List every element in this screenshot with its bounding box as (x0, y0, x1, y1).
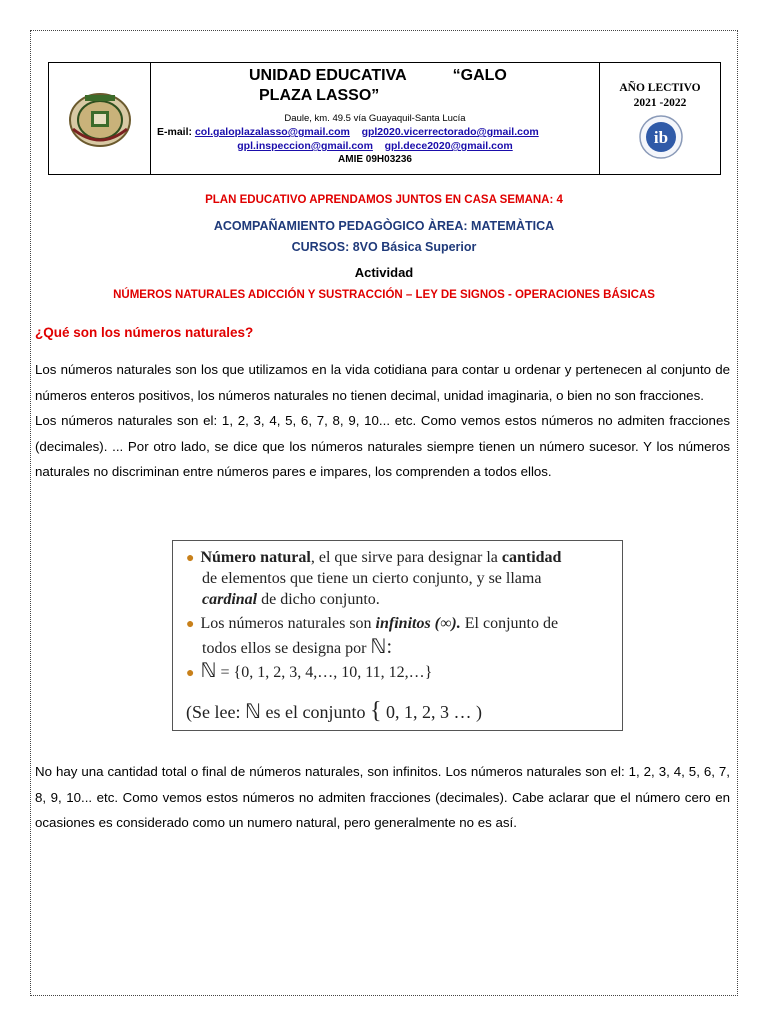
school-year-cell (600, 63, 720, 174)
box-line-1-text: , el que sirve para designar la (310, 549, 502, 566)
email-link-3[interactable]: gpl.inspeccion@gmail.com (237, 140, 373, 152)
subject-heading: NÚMEROS NATURALES ADICCIÓN Y SUSTRACCIÓN – LEY DE SIGNOS - OPERACIONES BÁSICAS (113, 289, 655, 301)
school-year (600, 81, 720, 111)
email-row-2 (151, 140, 599, 152)
box-line-5 (202, 634, 392, 659)
ib-letters: ib (653, 128, 669, 147)
plan-title: PLAN EDUCATIVO APRENDAMOS JUNTOS EN CASA SEMANA: 4 (205, 194, 563, 206)
school-year-value: 2021 -2022 (633, 97, 687, 109)
naturals-symbol: ℕ (244, 701, 261, 723)
box-note-text-a: (Se lee: (186, 702, 245, 722)
box-term-cardinal: cardinal (202, 591, 258, 608)
natural-numbers-definition-box (172, 540, 623, 731)
bullet-icon: ● (186, 666, 195, 681)
box-line-5-text: todos ellos se designa por (202, 640, 371, 657)
box-note-text-c: 0, 1, 2, 3 … ) (381, 702, 483, 722)
school-info-cell (151, 63, 600, 174)
school-logo-cell (49, 63, 151, 174)
box-line-4-text-b: El conjunto de (460, 615, 559, 632)
box-line-1 (186, 549, 561, 567)
bullet-icon: ● (186, 551, 195, 566)
school-name-part1: UNIDAD EDUCATIVA (249, 67, 407, 84)
box-line-4-text-a: Los números naturales son (200, 615, 376, 632)
header-table (48, 62, 721, 175)
bullet-icon: ● (186, 617, 195, 632)
school-address: Daule, km. 49.5 vía Guayaquil-Santa Lucía (284, 113, 466, 124)
school-name-line2: PLAZA LASSO” (259, 87, 380, 104)
box-line-6 (186, 658, 432, 683)
paragraph-2: Los números naturales son el: 1, 2, 3, 4, 5, 6, 7, 8, 9, 10... etc. Como vemos estos números no admiten fracciones (decimales). ... Por otro lado, se dice que los números naturales siempre tienen un número sucesor. Y los números naturales no discriminan entre números pares e impares, los comprenden a todos ellos. (35, 413, 730, 479)
box-note-brace: { (369, 698, 382, 724)
box-line-3-text: de dicho conjunto. (257, 591, 380, 608)
box-line-4 (186, 615, 558, 633)
natural-set-definition: = {0, 1, 2, 3, 4,…, 10, 11, 12,…} (216, 664, 433, 681)
area-title: ACOMPAÑAMIENTO PEDAGÒGICO ÀREA: MATEMÀTICA (213, 219, 555, 233)
school-name-line1 (249, 67, 507, 85)
box-line-3 (202, 591, 380, 609)
box-line-2: de elementos que tiene un cierto conjunto, y se llama (202, 570, 542, 587)
box-note-text-b: es el conjunto (261, 702, 370, 722)
naturals-symbol: ℕ (200, 660, 217, 682)
cursos-title: CURSOS: 8VO Básica Superior (291, 240, 477, 254)
email-row (157, 126, 539, 138)
question-heading: ¿Qué son los números naturales? (35, 325, 254, 340)
email-label: E-mail: (157, 126, 193, 138)
amie-code: AMIE 09H03236 (338, 154, 412, 165)
box-term-infinite: infinitos (∞). (375, 615, 461, 632)
school-year-label: AÑO LECTIVO (619, 82, 701, 94)
email-link-4[interactable]: gpl.dece2020@gmail.com (384, 140, 513, 152)
naturals-symbol: ℕ: (370, 636, 392, 658)
intro-paragraphs (35, 357, 730, 485)
activity-heading: Actividad (354, 265, 414, 280)
box-term-natural-number: Número natural (200, 549, 311, 566)
email-link-1[interactable]: col.galoplazalasso@gmail.com (194, 126, 350, 138)
box-term-quantity: cantidad (501, 549, 562, 566)
school-crest-icon (67, 89, 133, 149)
school-name-part2: “GALO (452, 67, 507, 84)
email-link-2[interactable]: gpl2020.vicerrectorado@gmail.com (361, 126, 539, 138)
paragraph-1: Los números naturales son los que utilizamos en la vida cotidiana para contar u ordenar y pertenecen al conjunto de números enteros positivos, los números naturales no tienen decimal, unidad imaginaria, o bien no son fracciones. (35, 362, 730, 403)
box-line-7 (186, 698, 482, 725)
ib-world-school-logo-icon (638, 114, 684, 160)
closing-paragraph: No hay una cantidad total o final de números naturales, son infinitos. Los números naturales son el: 1, 2, 3, 4, 5, 6, 7, 8, 9, 10... etc. Como vemos estos números no admiten fracciones (decimales). Cabe aclarar que el número cero en ocasiones es considerado como un numero natural, pero generalmente no es así. (35, 764, 730, 830)
